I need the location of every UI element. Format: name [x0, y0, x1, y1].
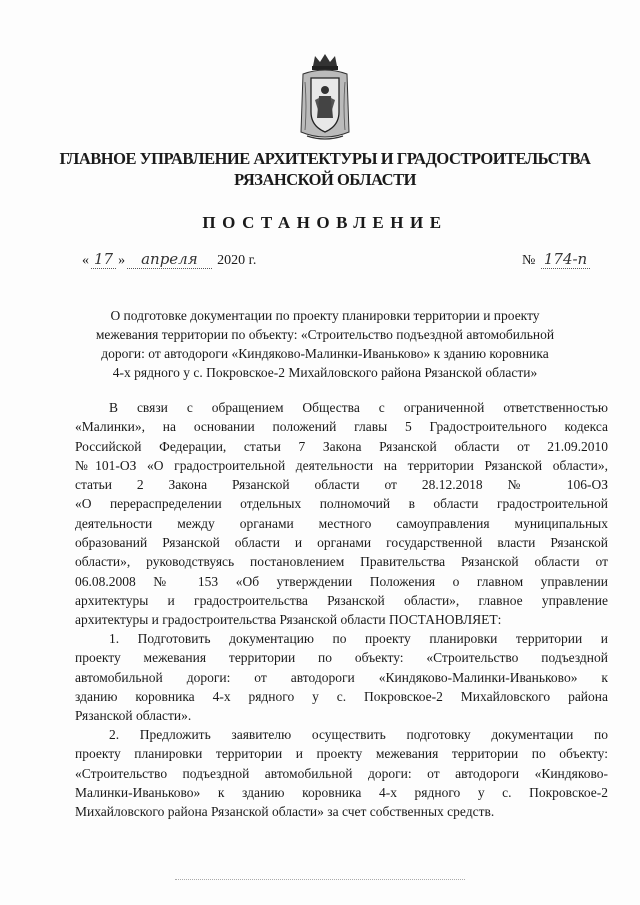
preamble-line: 06.08.2008 № 153 «Об утверждении Положения о главном управлении: [75, 573, 608, 589]
subject-line: дороги: от автодороги «Киндяково-Малинки-Иваньково» к зданию коровника: [101, 346, 549, 361]
preamble-line: архитектуры и градостроительства Рязанской области», главное управление: [75, 592, 608, 608]
item1-line: автомобильной дороги: от автодороги «Киндяково-Малинки-Иваньково» к: [75, 669, 608, 685]
subject-line: межевания территории по объекту: «Строительство подъездной автомобильной: [95, 327, 555, 342]
preamble-line: «О перераспределении отдельных полномочий в области градостроительной: [75, 496, 608, 512]
document-date: [82, 250, 256, 269]
date-month: апреля: [127, 250, 212, 269]
preamble-line: области», руководствуясь постановлением Правительства Рязанской области от: [75, 554, 608, 570]
footer-divider: [175, 879, 465, 880]
item2-line: Михайловского района Рязанской области» за счет собственных средств.: [75, 804, 495, 820]
number-value: 174-п: [541, 250, 590, 269]
item2-line: 2. Предложить заявителю осуществить подготовку документации по: [109, 727, 608, 742]
preamble-line: архитектуры и градостроительства Рязанской области ПОСТАНОВЛЯЕТ:: [75, 612, 502, 628]
preamble-line: В связи с обращением Общества с ограниченной ответственностью: [109, 400, 608, 415]
date-close-quote: »: [118, 253, 126, 268]
number-prefix: №: [522, 253, 536, 268]
date-day: 17: [91, 250, 116, 269]
subject-line: 4-х рядного у с. Покровское-2 Михайловского района Рязанской области»: [112, 365, 538, 380]
date-open-quote: «: [82, 253, 89, 268]
preamble-line: образований Рязанской области и органами государственной власти Рязанской: [75, 535, 608, 551]
decision-item-1: [75, 629, 608, 725]
subject-line: О подготовке документации по проекту планировки территории и проекту: [110, 308, 540, 323]
date-year: 2020 г.: [217, 253, 257, 268]
preamble-paragraph: [75, 398, 608, 630]
item2-line: Малинки-Иваньково» к зданию коровника 4-х рядного у с. Покровское-2: [75, 784, 608, 800]
preamble-line: деятельности между органами местного самоуправления муниципальных: [75, 515, 608, 531]
organization-name-line2: РЯЗАНСКОЙ ОБЛАСТИ: [234, 170, 416, 189]
item1-line: 1. Подготовить документацию по проекту планировки территории и: [109, 631, 608, 646]
item1-line: проекту межевания территории по объекту: «Строительство подъездной: [75, 650, 608, 666]
coat-of-arms-icon: [297, 52, 353, 144]
document-type-title: ПОСТАНОВЛЕНИЕ: [202, 213, 448, 232]
preamble-line: «Малинки», на основании положений главы 5 Градостроительного кодекса: [75, 419, 608, 435]
document-number: [522, 250, 592, 269]
preamble-line: статьи 2 Закона Рязанской области от 28.12.2018 № 106-ОЗ: [75, 477, 608, 493]
item1-line: Рязанской области».: [75, 708, 192, 724]
document-subject: [70, 306, 580, 382]
item2-line: «Строительство подъездной автомобильной дороги: от автодороги «Киндяково-: [75, 765, 608, 781]
item2-line: проекту планировки территории и проекту межевания территории по объекту:: [75, 746, 608, 762]
item1-line: зданию коровника 4-х рядного у с. Покровское-2 Михайловского района: [75, 688, 608, 704]
preamble-line: №101-ОЗ «О градостроительной деятельности на территории Рязанской области»,: [75, 457, 608, 473]
decision-item-2: [75, 725, 608, 821]
preamble-line: Российской Федерации, статьи 7 Закона Рязанской области от 21.09.2010: [75, 438, 608, 454]
organization-name-line1: ГЛАВНОЕ УПРАВЛЕНИЕ АРХИТЕКТУРЫ И ГРАДОСТРОИТЕЛЬСТВА: [59, 149, 591, 168]
